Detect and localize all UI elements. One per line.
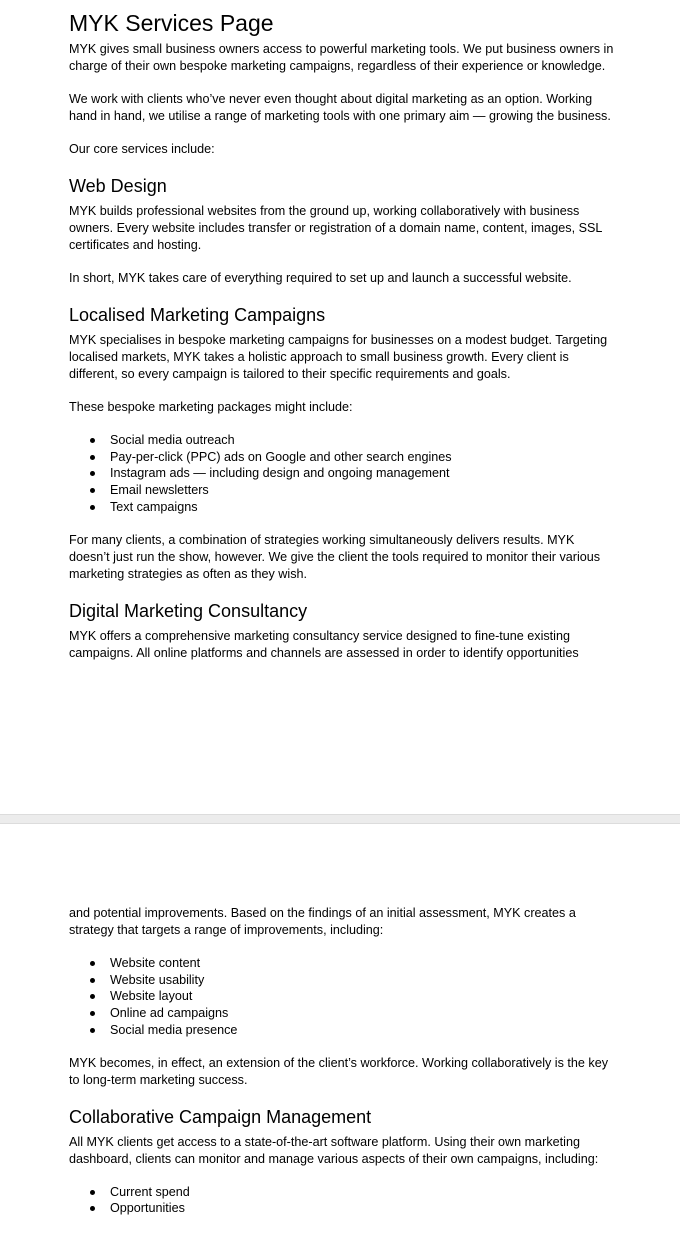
- dashboard-features-list: [69, 1184, 614, 1217]
- marketing-packages-list: [69, 432, 614, 516]
- intro-paragraph-1: MYK gives small business owners access to powerful marketing tools. We put business owners in charge of their own bespoke marketing campaigns, regardless of their experience or knowledge.: [69, 42, 614, 73]
- list-item: Email newsletters: [110, 482, 614, 499]
- list-item: Website content: [110, 955, 614, 972]
- consultancy-paragraph-1-start: MYK offers a comprehensive marketing consultancy service designed to fine-tune existing campaigns. All online platforms and channels are assessed in order to identify opportunities: [69, 628, 579, 660]
- bottom-fade: [0, 1221, 680, 1247]
- list-item: Instagram ads — including design and ongoing management: [110, 465, 614, 482]
- list-item: Online ad campaigns: [110, 1005, 614, 1022]
- improvements-list: [69, 955, 614, 1039]
- list-item: Current spend: [110, 1184, 614, 1201]
- intro-paragraph-3: Our core services include:: [69, 142, 215, 156]
- localised-campaigns-heading: Localised Marketing Campaigns: [69, 305, 326, 325]
- page-break: [0, 814, 680, 824]
- document-page-2: [0, 824, 680, 1247]
- list-item: Pay-per-click (PPC) ads on Google and other search engines: [110, 449, 614, 466]
- list-item: Opportunities: [110, 1200, 614, 1217]
- list-item: Social media outreach: [110, 432, 614, 449]
- intro-paragraph-2: We work with clients who’ve never even thought about digital marketing as an option. Working hand in hand, we utilise a range of marketing tools with one primary aim — growing the business.: [69, 92, 611, 123]
- consultancy-paragraph-2: MYK becomes, in effect, an extension of the client’s workforce. Working collaboratively is the key to long-term marketing success.: [69, 1055, 608, 1087]
- consultancy-paragraph-1-continued: and potential improvements. Based on the findings of an initial assessment, MYK creates a strategy that targets a range of improvements, including:: [69, 906, 576, 937]
- localised-paragraph-3: For many clients, a combination of strategies working simultaneously delivers results. MYK doesn’t just run the show, however. We give the client the tools required to monitor their various marketing strategies as often as they wish.: [69, 532, 601, 581]
- list-item: Website layout: [110, 988, 614, 1005]
- localised-paragraph-1: MYK specialises in bespoke marketing campaigns for businesses on a modest budget. Targeting localised markets, MYK takes a holistic approach to small business growth. Every client is different, so every campaign is tailored to their specific requirements and goals.: [69, 333, 608, 381]
- consultancy-heading: Digital Marketing Consultancy: [69, 600, 308, 621]
- localised-paragraph-2: These bespoke marketing packages might include:: [69, 400, 353, 414]
- list-item: Social media presence: [110, 1022, 614, 1039]
- page-2-content: [69, 905, 614, 1233]
- web-design-paragraph-1: MYK builds professional websites from the ground up, working collaboratively with business owners. Every website includes transfer or registration of a domain name, content, images, SSL certificates and hosting.: [69, 204, 602, 252]
- web-design-paragraph-2: In short, MYK takes care of everything required to set up and launch a successful website.: [69, 271, 572, 285]
- web-design-heading: Web Design: [69, 176, 167, 196]
- list-item: Text campaigns: [110, 499, 614, 516]
- collaborative-management-heading: Collaborative Campaign Management: [69, 1106, 372, 1127]
- collaborative-paragraph-1: All MYK clients get access to a state-of-the-art software platform. Using their own marketing dashboard, clients can monitor and manage various aspects of their own campaigns, including:: [69, 1134, 599, 1166]
- page-title: MYK Services Page: [69, 10, 274, 36]
- list-item: Website usability: [110, 972, 614, 989]
- page-1-content: [69, 8, 614, 678]
